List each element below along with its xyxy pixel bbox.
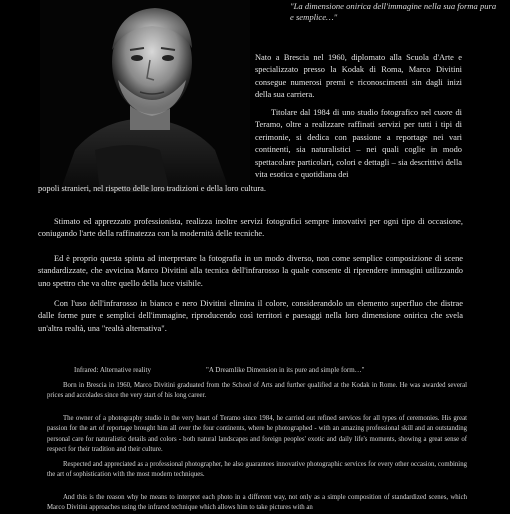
english-paragraph-1 <box>47 381 467 402</box>
english-paragraph-4 <box>47 493 467 514</box>
english-quote: "A Dreamlike Dimension in its pure and simple form…" <box>206 366 365 374</box>
english-paragraph-3-text: Respected and appreciated as a professional photographer, he also guarantees innovative photographic services for every other occasion, combining the art of sophistication with the most modern techniques. <box>47 461 467 479</box>
italian-paragraph-2 <box>255 107 462 181</box>
italian-paragraph-3-text: Stimato ed apprezzato professionista, realizza inoltre servizi fotografici sempre innovativi per ogni tipo di occasione, coniugando l'arte della raffinatezza con la modernità delle tecniche. <box>38 217 463 239</box>
portrait-photo <box>40 0 250 192</box>
italian-paragraph-4 <box>38 253 463 290</box>
portrait-illustration <box>40 0 250 192</box>
italian-paragraph-4-text: Ed è proprio questa spinta ad interpretare la fotografia in un modo diverso, non come semplice composizione di scene standardizzate, che avvicina Marco Divitini alla tecnica dell'infrarosso la quale consente di riprendere immagini utilizzando uno spettro che va oltre quello della luce visibile. <box>38 254 463 288</box>
english-paragraph-2-text: The owner of a photography studio in the very heart of Teramo since 1984, he carried out refined services for all types of ceremonies. His great passion for the art of reportage brought him all over the four continents, where he photographed - with an amazing professional skill and an outstanding personal care for naturalistic details and colors - both natural landscapes and foreign peoples' exotic and daily life's moments, showing a great sense of respect for their tradition and their culture. <box>47 415 467 454</box>
english-paragraph-2 <box>47 414 467 456</box>
english-paragraph-1-text: Born in Brescia in 1960, Marco Divitini graduated from the School of Arts and further qualified at the Kodak in Rome. He was awarded several prices and accolades since the very start of his long career. <box>47 382 467 400</box>
english-paragraph-3 <box>47 460 467 481</box>
italian-paragraph-2-text: Titolare dal 1984 di uno studio fotografico nel cuore di Teramo, oltre a realizzare raffinati servizi per tutti i tipi di cerimonie, si dedica con passione a reportage nei vari continenti, sia naturalistici – nei quali coglie in modo spettacolare particolari, colori e dettagli – sia descrittivi della vita esotica e quotidiana dei <box>255 108 462 180</box>
italian-paragraph-5 <box>38 298 463 335</box>
english-paragraph-4-text: And this is the reason why he means to interpret each photo in a different way, not only as a simple composition of standardized scenes, which Marco Divitini approaches using the infrared technique which allows him to take pictures with an <box>47 494 467 512</box>
italian-paragraph-5-text: Con l'uso dell'infrarosso in bianco e nero Divitini elimina il colore, considerandolo un elemento superfluo che distrae dalle forme pure e semplici dell'immagine, riproducendo così territori e paesaggi nella loro dimensione onirica che svela un'altra realtà, una "realtà alternativa". <box>38 299 463 333</box>
italian-paragraph-1-text: Nato a Brescia nel 1960, diplomato alla Scuola d'Arte e specializzato presso la Kodak di Roma, Marco Divitini consegue numerosi premi e riconoscimenti sin dagli inizi della sua carriera. <box>255 53 462 100</box>
english-label: Infrared: Alternative reality <box>74 366 151 374</box>
italian-paragraph-3 <box>38 216 463 241</box>
italian-quote: "La dimensione onirica dell'immagine nella sua forma pura e semplice…" <box>290 1 497 22</box>
italian-paragraph-2-continuation: popoli stranieri, nel rispetto delle loro tradizioni e della loro cultura. <box>38 184 266 193</box>
italian-paragraph-1 <box>255 52 462 102</box>
